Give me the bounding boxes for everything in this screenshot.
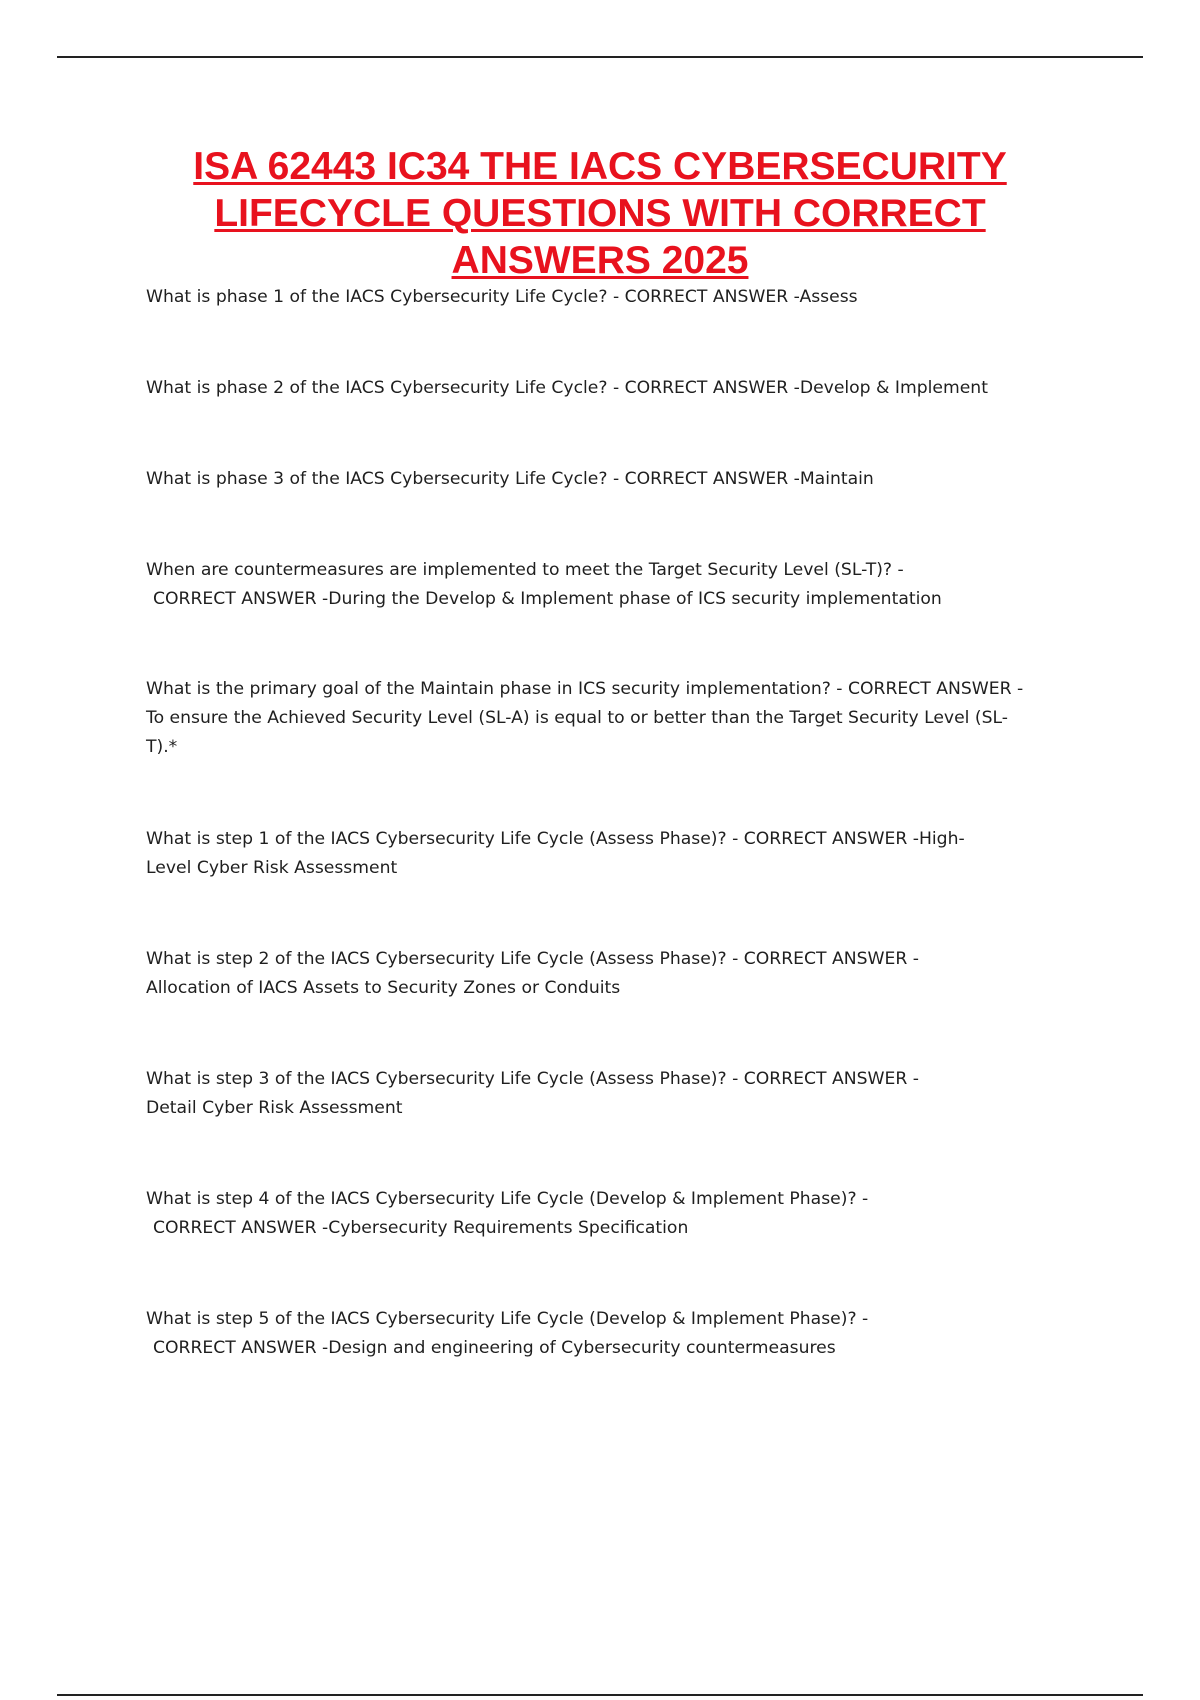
qa-item-5 (146, 675, 1086, 762)
qa-item-8-line-1: What is step 3 of the IACS Cybersecurity Life Cycle (Assess Phase)? - CORRECT ANSWER - (146, 1069, 919, 1089)
qa-item-9 (146, 1185, 1086, 1243)
qa-item-7-line-2: Allocation of IACS Assets to Security Zones or Conduits (146, 978, 621, 998)
qa-item-9-line-1: What is step 4 of the IACS Cybersecurity Life Cycle (Develop & Implement Phase)? - (146, 1189, 869, 1209)
top-rule (57, 56, 1143, 58)
qa-item-4-line-2: CORRECT ANSWER -During the Develop & Implement phase of ICS security implementation (153, 589, 942, 609)
qa-item-3-line-1: What is phase 3 of the IACS Cybersecurity Life Cycle? - CORRECT ANSWER -Maintain (146, 469, 874, 489)
qa-item-3 (146, 465, 1086, 494)
qa-item-1-line-1: What is phase 1 of the IACS Cybersecurity Life Cycle? - CORRECT ANSWER -Assess (146, 287, 858, 307)
qa-item-7-line-1: What is step 2 of the IACS Cybersecurity Life Cycle (Assess Phase)? - CORRECT ANSWER - (146, 949, 919, 969)
qa-item-10-line-1: What is step 5 of the IACS Cybersecurity Life Cycle (Develop & Implement Phase)? - (146, 1309, 869, 1329)
qa-item-10 (146, 1305, 1086, 1363)
qa-item-9-line-2: CORRECT ANSWER -Cybersecurity Requirements Specification (153, 1218, 689, 1238)
title-line-1: ISA 62443 IC34 THE IACS CYBERSECURITY (193, 145, 1007, 188)
bottom-rule (57, 1694, 1143, 1696)
qa-item-4-line-1: When are countermeasures are implemented to meet the Target Security Level (SL-T)? - (146, 560, 904, 580)
qa-item-5-line-3: T).* (146, 737, 178, 757)
qa-item-8 (146, 1065, 1086, 1123)
qa-item-1 (146, 283, 1086, 312)
qa-item-8-line-2: Detail Cyber Risk Assessment (146, 1098, 403, 1118)
title-line-3: ANSWERS 2025 (451, 239, 749, 282)
qa-item-5-line-1: What is the primary goal of the Maintain phase in ICS security implementation? - CORRECT ANSWER - (146, 679, 1024, 699)
qa-item-4 (146, 556, 1086, 614)
qa-item-7 (146, 945, 1086, 1003)
title-line-2: LIFECYCLE QUESTIONS WITH CORRECT (214, 192, 986, 235)
qa-item-6-line-1: What is step 1 of the IACS Cybersecurity Life Cycle (Assess Phase)? - CORRECT ANSWER -High- (146, 829, 965, 849)
document-title (100, 143, 1100, 284)
qa-item-2-line-1: What is phase 2 of the IACS Cybersecurity Life Cycle? - CORRECT ANSWER -Develop & Implement (146, 378, 988, 398)
qa-item-10-line-2: CORRECT ANSWER -Design and engineering of Cybersecurity countermeasures (153, 1338, 836, 1358)
qa-item-6-line-2: Level Cyber Risk Assessment (146, 858, 398, 878)
qa-item-2 (146, 374, 1086, 403)
qa-item-6 (146, 825, 1086, 883)
qa-item-5-line-2: To ensure the Achieved Security Level (SL-A) is equal to or better than the Target Security Level (SL- (146, 708, 1009, 728)
